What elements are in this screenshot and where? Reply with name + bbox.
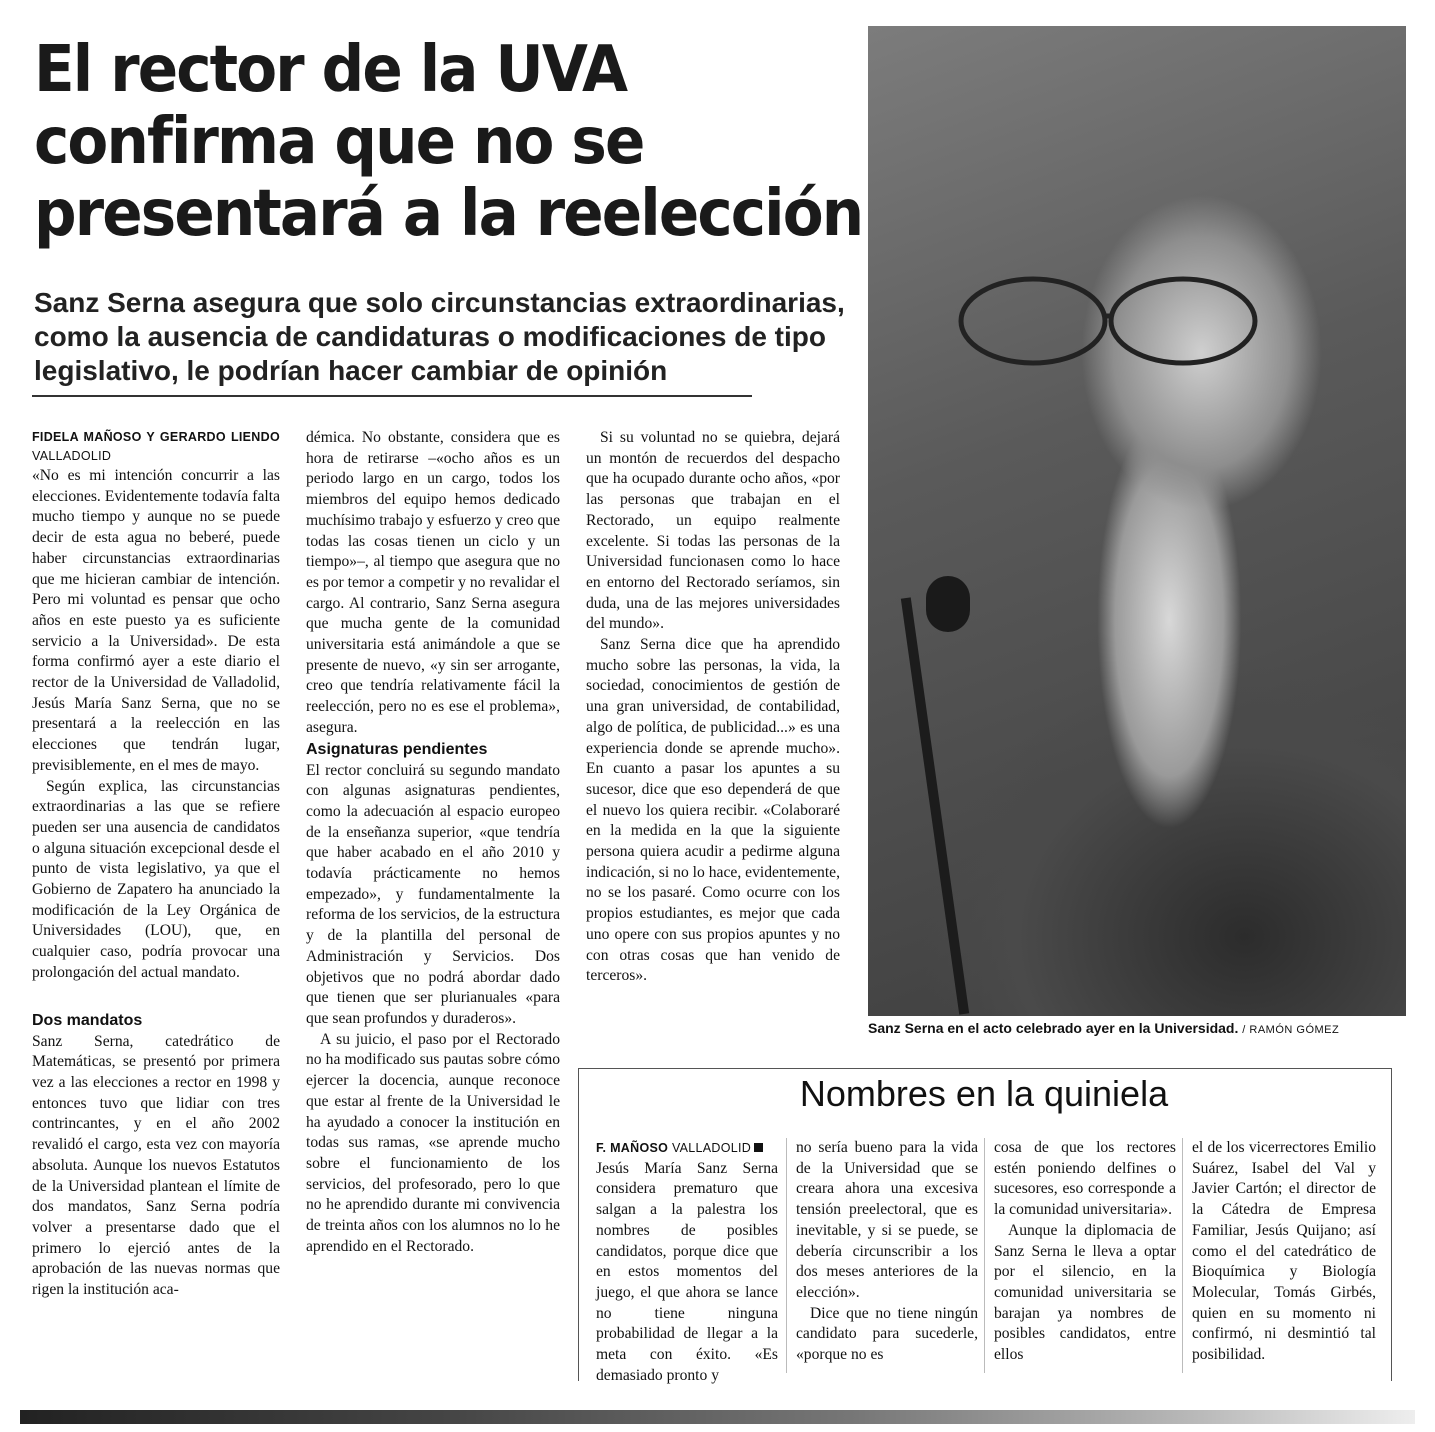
headline-line-2: confirma que no se: [34, 105, 644, 179]
article-paragraph: Sanz Serna dice que ha aprendido mucho sobre las personas, la vida, la sociedad, conocimientos de gestión de una gran universidad, de contabilidad, algo de política, de publicidad...» es una experiencia donde se aprende mucho». En cuanto a pasar los apuntes a su sucesor, dice que eso dependerá de que el nuevo los quiera recibir. «Colaboraré en la medida en la que la siguiente persona quiera acudir a pedirme alguna indicación, si no lo hace, evidentemente, no se los pasaré. Como ocurre con los propios estudiantes, es mejor que cada uno opere con sus propios apuntes y no con otras cosas que han venido de terceros».: [586, 636, 840, 985]
subheadline-divider: [32, 395, 752, 397]
sidebar-paragraph: Jesús María Sanz Serna considera prematuro que salgan a la palestra los nombres de posibles candidatos, porque dice que en estos momentos del juego, el que ahora se lance no tiene ninguna probabilidad de llegar a la meta con éxito. «Es demasiado pronto y: [596, 1159, 778, 1384]
photo-caption: [868, 1020, 1428, 1036]
sidebar-column-divider: [1182, 1138, 1183, 1373]
sidebar-column-1: [596, 1138, 778, 1386]
sidebar-column-2: [796, 1138, 978, 1366]
headline: [34, 33, 863, 251]
headline-line-1: El rector de la UVA: [34, 33, 627, 107]
sidebar-byline-city: VALLADOLID: [671, 1141, 752, 1155]
article-paragraph: «No es mi intención concurrir a las elecciones. Evidentemente todavía falta mucho tiempo y aunque no se puede decir de esta agua no beberé, puede haber circunstancias extraordinarias que me hicieran cambiar de intención. Pero mi voluntad es pensar que ocho años en este puesto ya es suficiente servicio a la Universidad». De esta forma confirmó ayer a este diario el rector de la Universidad de Valladolid, Jesús María Sanz Serna, que no se presentará a la reelección en las elecciones que tendrán lugar, previsiblemente, en el mes de mayo.: [32, 467, 280, 774]
sidebar-column-3: [994, 1138, 1176, 1366]
rector-photo: [868, 26, 1406, 1016]
sidebar-paragraph: Dice que no tiene ningún candidato para sucederle, «porque no es: [796, 1304, 978, 1364]
microphone-stand: [901, 597, 969, 1014]
sidebar-column-divider: [984, 1138, 985, 1373]
sidebar-column-4: [1192, 1138, 1376, 1366]
article-paragraph: A su juicio, el paso por el Rectorado no ha modificado sus pautas sobre cómo ejercer la docencia, aunque reconoce que estar al frente de la Universidad le ha ayudado a conocer la institución en todas sus ramas, «se aprende mucho sobre el funcionamiento de los servicios, del profesorado, pero lo que no he aprendido durante mi convivencia de treinta años con los alumnos no lo he aprendido en el Rectorado.: [306, 1030, 560, 1255]
article-paragraph: démica. No obstante, considera que es hora de retirarse –«ocho años es un periodo largo en un cargo, todos los miembros del equipo hemos dedicado muchísimo trabajo y esfuerzo y creo que todas las cosas tienen un ciclo y un tiempo»–, al tiempo que asegura que no es por temor a competir y no revalidar el cargo. Al contrario, Sanz Serna asegura que mucha gente de la comunidad universitaria está animándole a que se presente de nuevo, «y sin ser arrogante, creo que tendría relativamente fácil la reelección, pero no es ese el problema», asegura.: [306, 429, 560, 736]
sidebar-paragraph: no sería bueno para la vida de la Universidad que se creara ahora una excesiva tensión preelectoral, que es inevitable, y si se puede, se debería circunscribir a los dos meses anteriores de la elección».: [796, 1139, 978, 1301]
sidebar-column-divider: [786, 1138, 787, 1373]
article-column-3: [586, 428, 840, 987]
headline-line-3: presentará a la reelección: [34, 177, 863, 251]
subheadline: [34, 286, 854, 388]
article-paragraph: El rector concluirá su segundo mandato con algunas asignaturas pendientes, como la adecuación al espacio europeo de la enseñanza superior, «que tendría que haber acabado en el año 2010 y todavía prácticamente no hemos empezado», y fundamentalmente la reforma de los servicios, de la estructura y de la plantilla del personal de Administración y Servicios. Dos objetivos que no podrá abordar dado que tienen que ser plurianuales «para que sean profundos y duraderos».: [306, 761, 560, 1027]
sidebar-paragraph: cosa de que los rectores estén poniendo delfines o sucesores, eso corresponde a la comunidad universitaria».: [994, 1139, 1176, 1219]
sidebar-paragraph: el de los vicerrectores Emilio Suárez, Isabel del Val y Javier Cartón; el director de la Cátedra de Empresa Familiar, Jesús Quijano; así como el del catedrático de Bioquímica y Biología Molecular, Tomás Girbés, quien en su momento ni confirmó, ni desmintió tal posibilidad.: [1192, 1139, 1376, 1364]
section-heading-dos-mandatos: Dos mandatos: [32, 1011, 143, 1029]
article-paragraph: Según explica, las circunstancias extraordinarias a las que se refiere pueden ser una ausencia de candidatos o alguna situación excepcional desde el punto de vista legislativo, ya que el Gobierno de Zapatero ha anunciado la modificación de la Ley Orgánica de Universidades (LOU), que, en cualquier caso, podría provocar una prolongación del actual mandato.: [32, 777, 280, 981]
photo-credit: / RAMÓN GÓMEZ: [1242, 1024, 1340, 1036]
article-column-1: [32, 428, 280, 1301]
sidebar-title: Nombres en la quiniela: [799, 1073, 1169, 1114]
article-column-2: [306, 428, 560, 1257]
sidebar-paragraph: Aunque la diplomacia de Sanz Serna le lleva a optar por el silencio, en la comunidad universitaria se barajan ya nombres de posibles candidatos, entre ellos: [994, 1221, 1176, 1364]
byline-authors: FIDELA MAÑOSO Y GERARDO LIENDO: [32, 430, 280, 444]
square-bullet-icon: [754, 1143, 763, 1152]
photo-caption-text: Sanz Serna en el acto celebrado ayer en la Universidad.: [868, 1020, 1239, 1036]
section-heading-asignaturas: Asignaturas pendientes: [306, 740, 488, 758]
sidebar-byline-author: F. MAÑOSO: [596, 1141, 669, 1155]
scan-edge-band: [20, 1410, 1415, 1424]
subheadline-line-3: legislativo, le podrían hacer cambiar de opinión: [34, 355, 668, 386]
article-paragraph: Si su voluntad no se quiebra, dejará un montón de recuerdos del despacho que ha ocupado durante ocho años, «por las personas que trabajan en el Rectorado, un equipo realmente excelente. Si todas las personas de la Universidad funcionasen como lo hace en entorno del Rectorado seríamos, sin duda, una de las mejores universidades del mundo».: [586, 429, 840, 633]
subheadline-line-1: Sanz Serna asegura que solo circunstancias extraordinarias,: [34, 287, 845, 318]
article-paragraph: Sanz Serna, catedrático de Matemáticas, se presentó por primera vez a las elecciones a rector en 1998 y entonces tuvo que lidiar con tres contrincantes, y en el año 2002 revalidó el cargo, esta vez con mayoría absoluta. Aunque los nuevos Estatutos de la Universidad plantean el límite de dos mandatos, Sanz Serna podría volver a presentarse dado que el primero lo ejerció antes de la aprobación de las nuevas normas que rigen la institución aca-: [32, 1032, 280, 1299]
byline: [32, 428, 280, 466]
microphone-icon: [926, 576, 970, 632]
subheadline-line-2: como la ausencia de candidaturas o modificaciones de tipo: [34, 321, 826, 352]
glasses-icon: [938, 266, 1268, 376]
sidebar-byline: [596, 1138, 778, 1159]
byline-city: VALLADOLID: [32, 449, 112, 463]
